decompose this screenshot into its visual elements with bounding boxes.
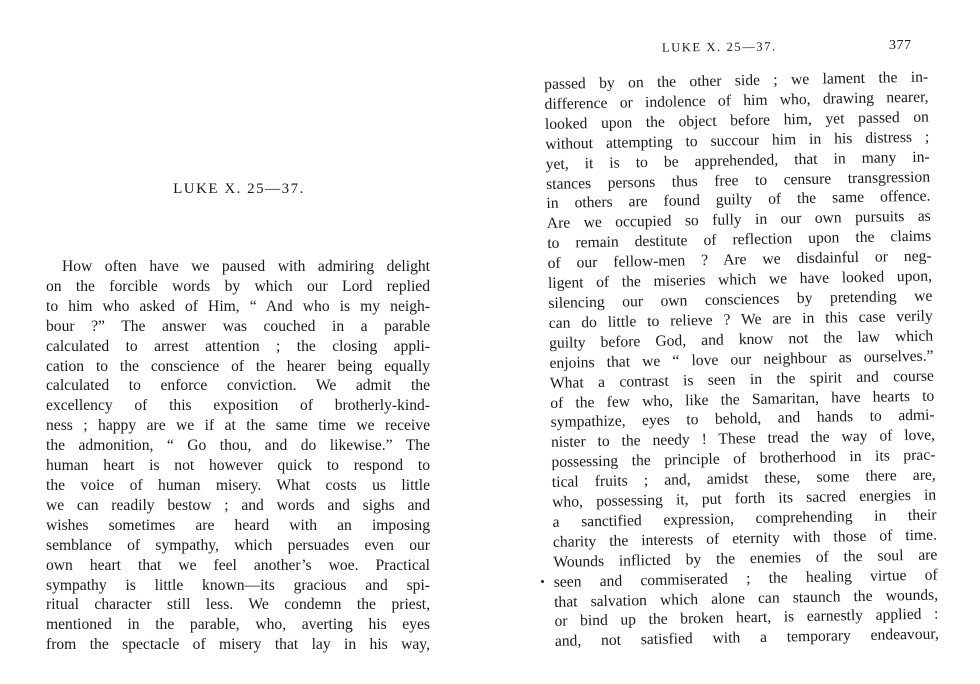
text-line: human heart is not however quick to respond to <box>46 457 430 475</box>
text-line: and, not satisfied with a temporary endeavour, <box>554 625 939 651</box>
text-line: without attempting to succour him in his distress ; <box>545 128 930 153</box>
text-line: What a contrast is seen in the spirit and course <box>549 367 935 392</box>
text-line: How often have we paused with admiring delight <box>62 258 430 275</box>
text-line: or bind up the broken heart, is earnestly applied : <box>554 605 939 631</box>
text-line: charity the interests of eternity with those of time. <box>552 526 938 551</box>
text-line: own heart that we feel another’s woe. Practical <box>46 556 430 574</box>
text-line: seen and commiserated ; the healing virtue of <box>553 566 938 591</box>
text-line: nister to the needy ! These tread the way of love, <box>550 426 936 452</box>
text-line: stances persons thus free to censure transgression <box>545 168 931 193</box>
text-line: calculated to arrest attention ; the closing appli- <box>46 337 430 355</box>
text-line: ness ; happy are we if at the same time we receive <box>46 417 430 435</box>
left-page-body <box>46 257 430 655</box>
chapter-heading: LUKE X. 25—37. <box>173 181 305 197</box>
text-line: ligent of the miseries which we have looked upon, <box>547 267 933 293</box>
text-line: we can readily bestow ; and words and sighs and <box>46 496 430 514</box>
text-line: tical fruits ; and, amidst these, some there are, <box>551 466 936 492</box>
ink-speck <box>541 580 544 583</box>
text-line: that salvation which alone can staunch the wounds, <box>553 586 939 611</box>
text-line: to remain destitute of reflection upon the claims <box>547 227 932 253</box>
text-line: bour ?” The answer was couched in a parable <box>46 317 430 335</box>
text-line: passed by on the other side ; we lament the in- <box>544 68 929 93</box>
text-line: can do little to relieve ? We are in this case verily <box>548 307 933 332</box>
text-line: in others are found guilty of the same offence. <box>546 188 931 213</box>
text-line: sympathy is little known—its gracious and spi- <box>46 576 430 594</box>
text-line: semblance of sympathy, which persuades even our <box>46 536 430 554</box>
text-line: mentioned in the parable, who, averting his eyes <box>46 616 430 634</box>
text-line: guilty before God, and know not the law which <box>548 327 934 352</box>
text-line: ritual character still less. We condemn the priest, <box>46 596 430 614</box>
text-line: to him who asked of Him, “ And who is my neigh- <box>46 297 430 315</box>
right-page <box>490 0 980 684</box>
text-line: looked upon the object before him, yet passed on <box>544 108 930 133</box>
text-line: the voice of human misery. What costs us little <box>46 476 430 494</box>
text-line: enjoins that we “ love our neighbour as ourselves.” <box>549 347 934 372</box>
text-line: possessing the principle of brotherhood in its prac- <box>551 446 936 472</box>
text-line: a sanctified expression, comprehending in their <box>552 506 937 531</box>
page-number: 377 <box>889 38 912 53</box>
text-line: from the spectacle of misery that lay in his way, <box>46 636 430 654</box>
text-line: the admonition, “ Go thou, and do likewise.” The <box>46 437 430 455</box>
text-line: Wounds inflicted by the enemies of the soul are <box>553 546 938 571</box>
right-page-body <box>544 68 939 653</box>
text-line: who, possessing it, put forth its sacred energies in <box>552 486 937 511</box>
text-line: Are we occupied so fully in our own pursuits as <box>546 207 931 233</box>
text-line: on the forcible words by which our Lord replied <box>46 277 430 295</box>
text-line: cation to the conscience of the hearer being equally <box>46 357 430 375</box>
text-line: silencing our own consciences by pretending we <box>548 287 933 312</box>
text-line: yet, it is to be apprehended, that in many in- <box>545 148 930 173</box>
text-line: of the few who, like the Samaritan, have hearts to <box>550 387 935 412</box>
text-line: wishes sometimes are heard with an imposing <box>46 516 430 534</box>
text-line: calculated to enforce conviction. We admit the <box>46 377 430 395</box>
text-line: of our fellow-men ? Are we disdainful or neg- <box>547 247 932 273</box>
text-line: difference or indolence of him who, drawing nearer, <box>544 88 929 113</box>
text-line: sympathize, eyes to behold, and hands to admi- <box>550 406 935 432</box>
running-header: LUKE X. 25—37. <box>661 39 777 55</box>
text-line: excellency of this exposition of brotherly-kind- <box>46 397 430 415</box>
